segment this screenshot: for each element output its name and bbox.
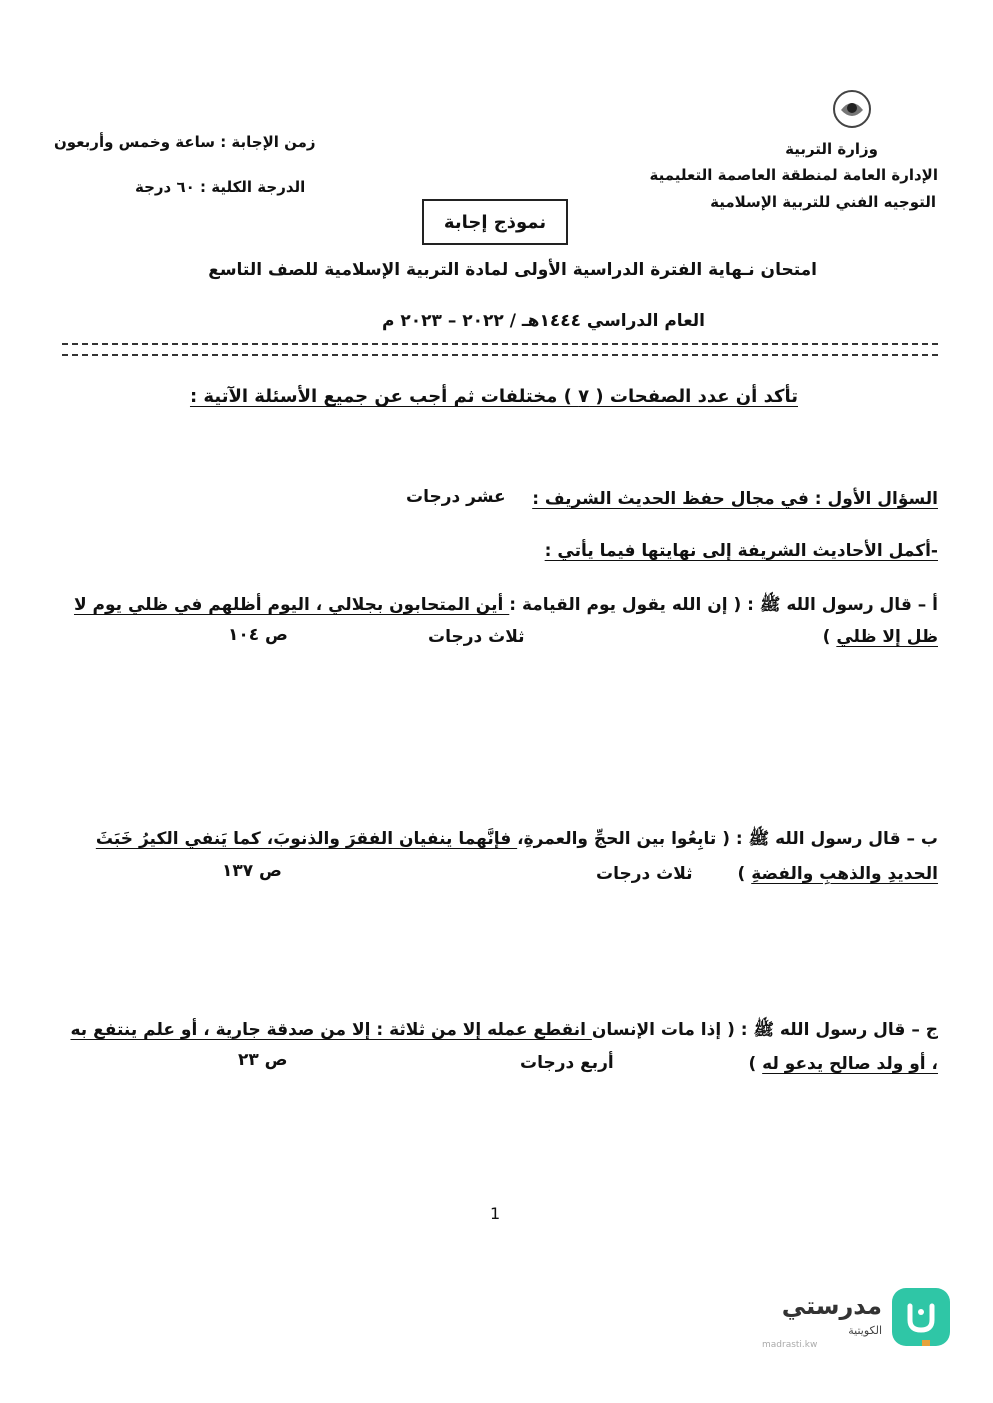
hadith-c-close: ) <box>748 1054 763 1074</box>
logo-subtitle: الكويتية <box>848 1324 882 1337</box>
logo-site: madrasti.kw <box>762 1340 818 1350</box>
hadith-a-page: ص ١٠٤ <box>228 625 288 645</box>
hadith-c-answer2: ، أو ولد صالح يدعو له <box>762 1054 938 1074</box>
instruction: تأكد أن عدد الصفحات ( ٧ ) مختلفات ثم أجب عن جميع الأسئلة الآتية : <box>189 386 798 407</box>
question1-marks: عشر درجات <box>406 487 506 507</box>
logo-badge-icon <box>892 1288 950 1346</box>
answer-model-box: نموذج إجابة <box>422 199 568 245</box>
hadith-c-page: ص ٢٣ <box>238 1050 288 1070</box>
hadith-a-close: ) <box>822 627 837 647</box>
hadith-c-line2 <box>748 1054 938 1074</box>
academic-year: العام الدراسي ١٤٤٤هـ / ٢٠٢٢ – ٢٠٢٣ م <box>382 311 705 331</box>
hadith-b-line1 <box>96 828 938 853</box>
hadith-a-line1 <box>74 594 938 619</box>
page-number: 1 <box>490 1204 501 1223</box>
question1-task: -أكمل الأحاديث الشريفة إلى نهايتها فيما يأتي : <box>544 541 938 561</box>
answer-time: زمن الإجابة : ساعة وخمس وأربعون <box>54 133 316 151</box>
hadith-a-answer1: أين المتحابون بجلالي ، اليوم أظلهم في ظلي يوم لا <box>73 595 510 615</box>
hadith-a-answer2: ظل إلا ظلي <box>836 627 938 647</box>
hadith-c-answer1: انقطع عمله إلا من ثلاثة : إلا من صدقة جارية ، أو علم ينتفع به <box>70 1020 592 1040</box>
hadith-a-prefix: أ – قال رسول الله ﷺ : ( إن الله يقول يوم القيامة : <box>509 595 938 615</box>
hadith-c-prefix: ج – قال رسول الله ﷺ : ( إذا مات الإنسان <box>591 1020 938 1040</box>
supervision-name: التوجيه الفني للتربية الإسلامية <box>710 193 936 211</box>
directorate-name: الإدارة العامة لمنطقة العاصمة التعليمية <box>649 166 938 184</box>
hadith-b-page: ص ١٣٧ <box>222 861 282 881</box>
hadith-b-prefix: ب – قال رسول الله ﷺ : ( تابِعُوا بين الحجِّ والعمرةِ، <box>517 829 938 849</box>
kuwait-emblem-icon <box>831 88 873 130</box>
hadith-b-marks: ثلاث درجات <box>596 864 693 884</box>
hadith-a-line2 <box>823 627 938 647</box>
logo-name: مدرستي <box>781 1292 882 1320</box>
ministry-name: وزارة التربية <box>785 140 878 158</box>
hadith-c-line1 <box>70 1019 938 1044</box>
hadith-b-answer2: الحديدِ والذهبِ والفضةِ <box>751 864 938 884</box>
exam-title: امتحان نـهاية الفترة الدراسية الأولى لمادة التربية الإسلامية للصف التاسع <box>208 260 817 280</box>
question1-title: السؤال الأول : في مجال حفظ الحديث الشريف : <box>532 489 938 509</box>
separator-line <box>62 343 938 356</box>
madrasti-logo <box>760 1288 950 1360</box>
hadith-b-close: ) <box>737 864 752 884</box>
hadith-b-answer1: فإنَّهما ينفيان الفقرَ والذنوبَ، كما يَنفي الكيرُ خَبَثَ <box>95 829 518 849</box>
hadith-a-marks: ثلاث درجات <box>428 627 525 647</box>
hadith-b-line2 <box>738 864 938 884</box>
total-grade: الدرجة الكلية : ٦٠ درجة <box>135 178 306 196</box>
hadith-c-marks: أربع درجات <box>520 1053 614 1073</box>
